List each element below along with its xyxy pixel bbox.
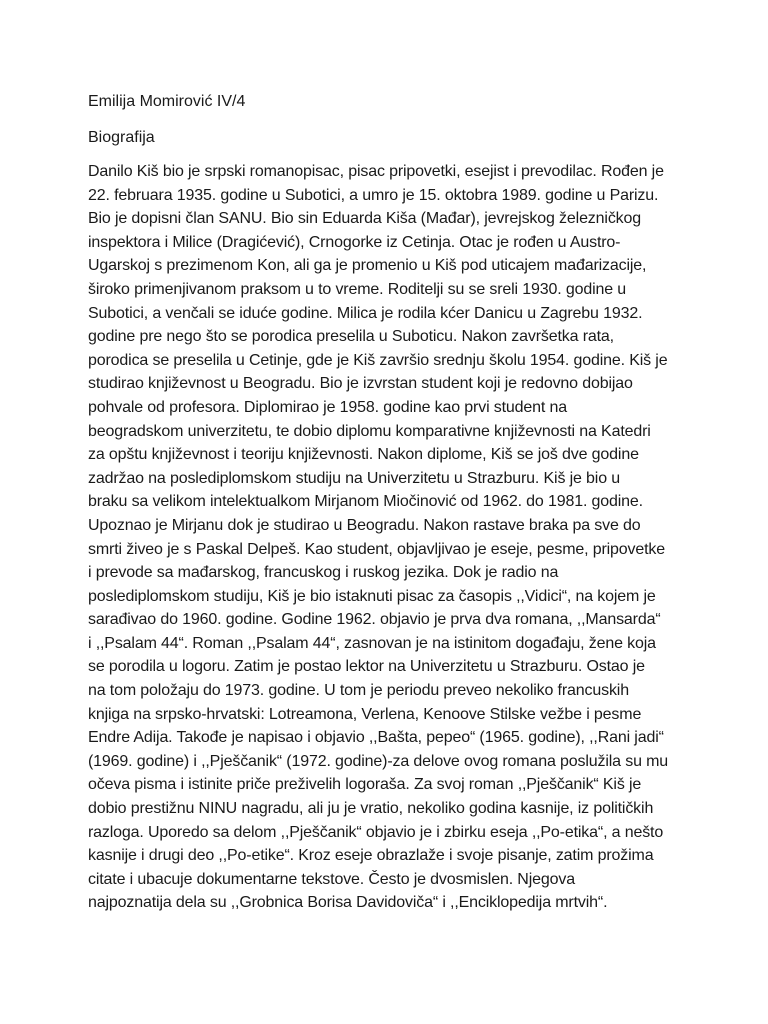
paragraph-line: 22. februara 1935. godine u Subotici, a umro je 15. oktobra 1989. godine u Parizu. xyxy=(88,186,659,204)
paragraph-line: Upoznao je Mirjanu dok je studirao u Beogradu. Nakon rastave braka pa sve do xyxy=(88,516,641,534)
paragraph-line: Subotici, a venčali se iduće godine. Milica je rodila kćer Danicu u Zagrebu 1932. xyxy=(88,304,643,322)
paragraph-line: široko primenjivanom praksom u to vreme. Roditelji su se sreli 1930. godine u xyxy=(88,280,627,298)
paragraph-line: se porodila u logoru. Zatim je postao lektor na Univerzitetu u Strazburu. Ostao je xyxy=(88,658,645,676)
paragraph-line: najpoznatija dela su ,,Grobnica Borisa Davidoviča“ i ,,Enciklopedija mrtvih“. xyxy=(88,894,608,912)
paragraph-line: dobio prestižnu NINU nagradu, ali ju je vratio, nekoliko godina kasnije, iz političkih xyxy=(88,800,654,818)
author-line: Emilija Momirović IV/4 xyxy=(88,93,246,110)
paragraph-line: Danilo Kiš bio je srpski romanopisac, pisac pripovetki, esejist i prevodilac. Rođen je xyxy=(88,163,664,180)
paragraph-line: poslediplomskom studiju, Kiš je bio istaknuti pisac za časopis ,,Vidici“, na kojem je xyxy=(88,587,656,605)
paragraph-line: za opštu književnost i teoriju književnosti. Nakon diplome, Kiš se još dve godine xyxy=(88,446,639,464)
paragraph-line: pohvale od profesora. Diplomirao je 1958. godine kao prvi student na xyxy=(88,398,568,416)
paragraph-line: očeva pisma i istinite priče preživelih logoraša. Za svoj roman ,,Pješčanik“ Kiš je xyxy=(88,776,642,794)
paragraph-line: beogradskom univerzitetu, te dobio diplomu komparativne književnosti na Katedri xyxy=(88,422,651,440)
paragraph-line: Bio je dopisni član SANU. Bio sin Eduarda Kiša (Mađar), jevrejskog železničkog xyxy=(88,210,642,228)
biography-paragraph xyxy=(88,160,688,915)
paragraph-line: citate i ubacuje dokumentarne tekstove. Često je dvosmislen. Njegova xyxy=(88,870,575,888)
paragraph-line: godine pre nego što se porodica preselila u Suboticu. Nakon završetka rata, xyxy=(88,328,614,346)
document-heading: Biografija xyxy=(88,129,155,146)
paragraph-line: kasnije i drugi deo ,,Po-etike“. Kroz eseje obrazlaže i svoje pisanje, zatim prožima xyxy=(88,847,654,865)
paragraph-line: studirao književnost u Beogradu. Bio je izvrstan student koji je redovno dobijao xyxy=(88,375,633,393)
paragraph-line: razloga. Uporedo sa delom ,,Pješčanik“ objavio je i zbirku eseja ,,Po-etika“, a nešto xyxy=(88,823,664,841)
paragraph-line: na tom položaju do 1973. godine. U tom je periodu preveo nekoliko francuskih xyxy=(88,682,629,700)
paragraph-line: i ,,Psalam 44“. Roman ,,Psalam 44“, zasnovan je na istinitom događaju, žene koja xyxy=(88,634,656,652)
paragraph-line: braku sa velikom intelektualkom Mirjanom Miočinović od 1962. do 1981. godine. xyxy=(88,493,643,511)
paragraph-line: Ugarskoj s prezimenom Kon, ali ga je promenio u Kiš pod uticajem mađarizacije, xyxy=(88,257,647,275)
paragraph-line: zadržao na poslediplomskom studiju na Univerzitetu u Strazburu. Kiš je bio u xyxy=(88,469,620,487)
paragraph-line: inspektora i Milice (Dragićević), Crnogorke iz Cetinja. Otac je rođen u Austro- xyxy=(88,233,621,251)
paragraph-line: porodica se preselila u Cetinje, gde je Kiš završio srednju školu 1954. godine. Kiš je xyxy=(88,351,668,369)
paragraph-line: (1969. godine) i ,,Pješčanik“ (1972. godine)-za delove ovog romana poslužila su mu xyxy=(88,752,669,770)
paragraph-line: smrti živeo je s Paskal Delpeš. Kao student, objavljivao je eseje, pesme, pripovetke xyxy=(88,540,666,558)
paragraph-line: Endre Adija. Takođe je napisao i objavio ,,Bašta, pepeo“ (1965. godine), ,,Rani jadi“ xyxy=(88,729,664,747)
document-page xyxy=(88,90,688,915)
paragraph-line: sarađivao do 1960. godine. Godine 1962. objavio je prva dva romana, ,,Mansarda“ xyxy=(88,611,661,629)
paragraph-line: i prevode sa mađarskog, francuskog i ruskog jezika. Dok je radio na xyxy=(88,564,559,582)
paragraph-line: knjiga na srpsko-hrvatski: Lotreamona, Verlena, Kenoove Stilske vežbe i pesme xyxy=(88,705,642,723)
